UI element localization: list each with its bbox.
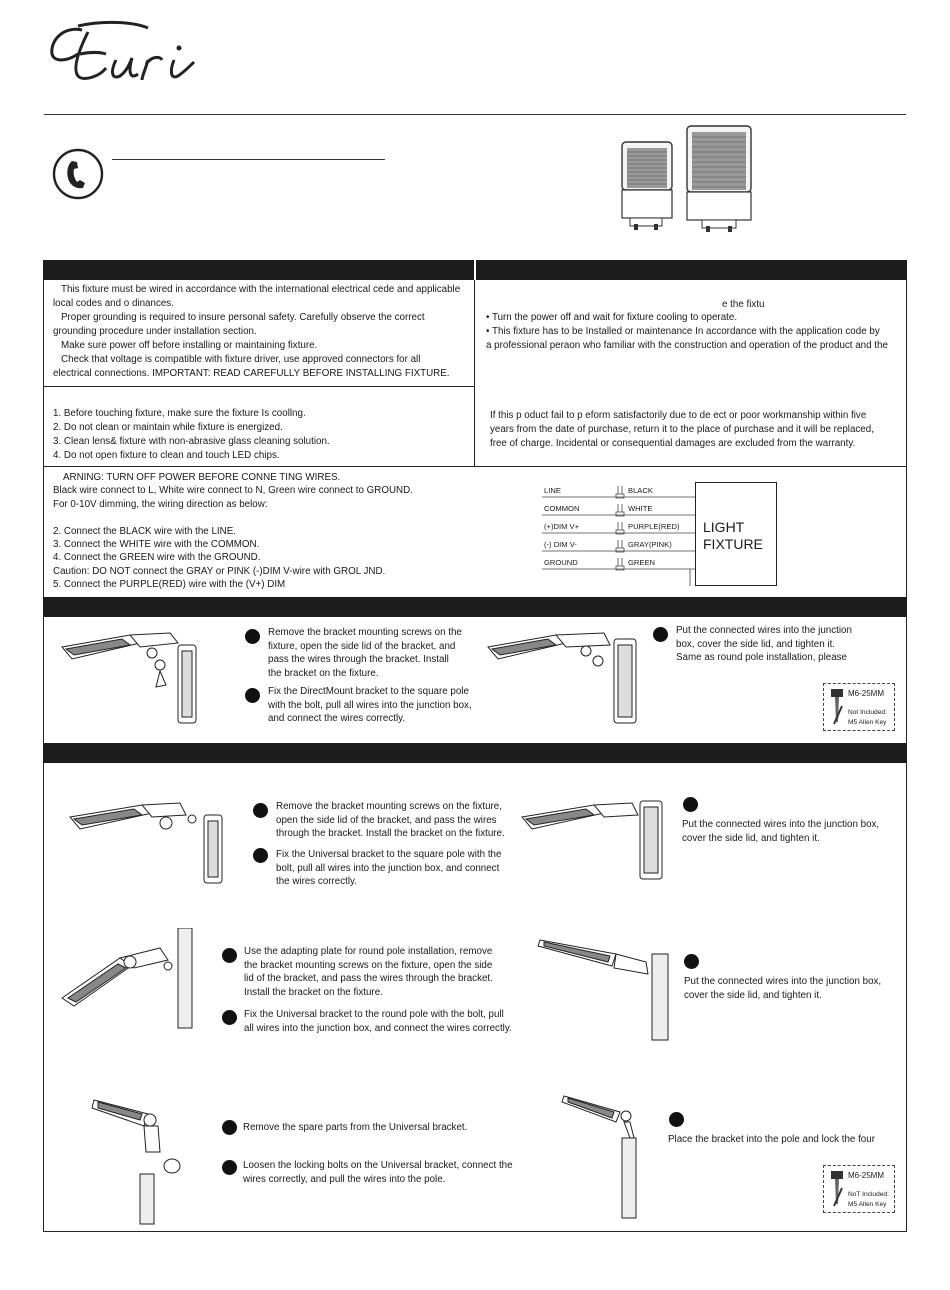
hardware-box-universal: [823, 1165, 895, 1213]
universal-round-step-3-bullet: [684, 954, 699, 969]
step-line: Fix the Universal bracket to the round pole with the bolt, pull: [244, 1009, 504, 1020]
wiring-line: 4. Connect the GREEN wire with the GROUND.: [53, 552, 261, 564]
header-divider: [44, 114, 906, 115]
direct-mount-illustration-1: [60, 625, 210, 730]
screw-icon: [828, 1170, 846, 1210]
step-line: Remove the bracket mounting screws on the: [268, 627, 462, 638]
step-line: through the bracket. Install the bracket on the fixture.: [276, 828, 505, 839]
step-line: cover the side lid, and tighten it.: [682, 832, 820, 844]
header-split: [474, 260, 476, 280]
slip-step-1-bullet: [222, 1120, 237, 1135]
universal-square-step-1: [276, 800, 505, 841]
universal-round-step-2-bullet: [222, 1010, 237, 1025]
step-line: Use the adapting plate for round pole installation, remove: [244, 946, 493, 957]
product-image-small: [618, 124, 676, 232]
wiring-line: 5. Connect the PURPLE(RED) wire with the (V+) DIM: [53, 579, 286, 591]
euri-logo: [44, 18, 224, 90]
wire-label-right: WHITE: [628, 504, 653, 513]
light-fixture-box: [695, 482, 777, 586]
step-1-bullet: [245, 629, 260, 644]
universal-round-step-1: [244, 945, 493, 999]
step-line: wires correctly, and pull the wires into the pole.: [243, 1173, 446, 1185]
direct-mount-step-2: [268, 685, 472, 726]
wire-label-right: BLACK: [628, 486, 653, 495]
phone-number-line: [112, 159, 385, 160]
step-line: box, cover the side lid, and tighten it.: [676, 638, 836, 650]
step-line: lid of the bracket, and pass the wires through the bracket.: [244, 973, 493, 984]
wiring-section: [53, 471, 413, 592]
step-line: the wires correctly.: [276, 876, 357, 887]
step-line: bolt, pull all wires into the junction box, and connect: [276, 862, 500, 874]
wire-label-right: GREEN: [628, 558, 656, 567]
step-2-bullet: [245, 688, 260, 703]
hardware-screw-size: M6-25MM: [848, 689, 885, 698]
maintenance-line: 4. Do not open fixture to clean and touch LED chips.: [53, 450, 280, 461]
maintenance-line: 3. Clean lens& fixture with non-abrasive glass cleaning solution.: [53, 436, 330, 447]
step-line: Remove the bracket mounting screws on the fixture,: [276, 801, 502, 812]
step-line: fixture, open the side lid of the bracket, and: [268, 640, 456, 652]
hardware-screw-size: M6-25MM: [848, 1171, 885, 1180]
wiring-line: For 0-10V dimming, the wiring direction as below:: [53, 498, 268, 510]
wiring-line: Caution: DO NOT connect the GRAY or PINK (-)DIM V-wire with GROL JND.: [53, 565, 386, 577]
universal-round-step-1-bullet: [222, 948, 237, 963]
slip-step-2-bullet: [222, 1160, 237, 1175]
universal-round-illustration-2: [536, 932, 686, 1042]
hardware-note: [848, 1190, 889, 1210]
step-line: Put the connected wires into the junction: [676, 625, 852, 636]
slip-step-1: [243, 1121, 467, 1135]
universal-square-step-2: [276, 848, 501, 889]
hardware-note-2: M5 Allen Key: [848, 719, 887, 726]
hardware-note-1: Not Included:: [848, 709, 887, 716]
universal-square-step-3: [682, 818, 879, 845]
direct-mount-step-1: [268, 626, 462, 680]
maintenance-line: 2. Do not clean or maintain while fixture is energized.: [53, 422, 283, 433]
safety-divider: [43, 386, 475, 387]
slip-step-3: [668, 1133, 875, 1147]
fixture-label-1: LIGHT: [703, 519, 745, 535]
step-line: with the bolt, pull all wires into the junction box,: [268, 699, 472, 711]
safety-line: local codes and o dinances.: [53, 298, 174, 309]
caution-line: a professional peraon who familiar with the construction and operation of the product and the: [486, 340, 888, 351]
step-line: Fix the Universal bracket to the square pole with the: [276, 849, 502, 860]
step-line: Place the bracket into the pole and lock the four: [668, 1134, 875, 1145]
step-line: Remove the spare parts from the Universal bracket.: [243, 1122, 468, 1133]
warranty-line: If this p oduct fail to p eform satisfactorily due to de ect or poor workmanship within five: [490, 410, 867, 421]
universal-round-step-3: [684, 975, 881, 1002]
hardware-note-1: NoT Included:: [848, 1191, 889, 1198]
wire-label-right: PURPLE(RED): [628, 522, 680, 531]
warranty-section: [490, 409, 874, 451]
step-3-bullet: [653, 627, 668, 642]
universal-step-2-bullet: [253, 848, 268, 863]
wire-label-left: (-) DIM V-: [544, 540, 577, 549]
caution-fragment: e the fixtu: [722, 299, 765, 310]
step-line: and connect the wires correctly.: [268, 713, 406, 724]
wire-connectors: [540, 480, 700, 590]
slip-fitter-illustration-1: [90, 1092, 190, 1227]
product-image-large: [684, 124, 754, 234]
safety-section: [53, 283, 460, 381]
wiring-line: [53, 511, 413, 524]
hardware-note: [848, 708, 887, 728]
step-line: Same as round pole installation, please: [676, 652, 848, 663]
safety-line: Make sure power off before installing or maintaining fixture.: [61, 340, 318, 351]
step-line: open the side lid of the bracket, and pass the wires: [276, 814, 497, 826]
safety-line: electrical connections. IMPORTANT: READ CAREFULLY BEFORE INSTALLING FIXTURE.: [53, 368, 450, 379]
maintenance-line: 1. Before touching fixture, make sure the fixture Is coollng.: [53, 408, 306, 419]
caution-line: • Turn the power off and wait for fixture cooling to operate.: [486, 312, 738, 323]
universal-round-illustration-1: [60, 928, 210, 1033]
caution-line: • This fixture has to be Installed or maintenance In accordance with the application code by: [486, 326, 880, 337]
wiring-line: 3. Connect the WHITE wire with the COMMON.: [53, 539, 260, 551]
universal-square-illustration-1: [68, 795, 228, 887]
hardware-note-2: M5 Allen Key: [848, 1201, 887, 1208]
direct-mount-step-3: [676, 624, 852, 665]
safety-line: grounding procedure under installation section.: [53, 326, 257, 337]
safety-line: Proper grounding is required to insure personal safety. Carefully observe the correct: [61, 312, 425, 323]
slip-step-2: [243, 1159, 513, 1186]
wiring-line: ARNING: TURN OFF POWER BEFORE CONNE TING WIRES.: [63, 472, 341, 483]
screw-icon: [828, 688, 846, 728]
wiring-divider: [43, 466, 907, 467]
safety-line: Check that voltage is compatible with fixture driver, use approved connectors for all: [61, 354, 421, 365]
slip-step-3-bullet: [669, 1112, 684, 1127]
universal-step-3-bullet: [683, 797, 698, 812]
step-line: Put the connected wires into the junction box,: [684, 976, 882, 987]
wire-label-right: GRAY(PINK): [628, 540, 672, 549]
wire-label-left: (+)DIM V+: [544, 522, 580, 531]
wire-label-left: LINE: [544, 486, 561, 495]
step-line: Fix the DirectMount bracket to the square pole: [268, 686, 469, 697]
wire-label-left: GROUND: [544, 558, 578, 567]
safety-line: This fixture must be wired in accordance with the international electrical cede and applicable: [61, 284, 461, 295]
maintenance-section: [53, 407, 330, 463]
warranty-line: years from the date of purchase, return it to the place of purchase and it will be replaced,: [490, 424, 874, 435]
logo-text: Euri: [44, 88, 46, 89]
step-line: Loosen the locking bolts on the Universal bracket, connect the: [243, 1160, 513, 1171]
step-line: Put the connected wires into the junction box,: [682, 819, 880, 830]
wiring-line: 2. Connect the BLACK wire with the LINE.: [53, 525, 236, 537]
hardware-box: [823, 683, 895, 731]
caution-section: [486, 311, 888, 353]
universal-step-1-bullet: [253, 803, 268, 818]
step-line: pass the wires through the bracket. Install: [268, 654, 449, 665]
column-divider: [474, 280, 475, 466]
wire-label-left: COMMON: [544, 504, 580, 513]
step-line: Install the bracket on the fixture.: [244, 986, 383, 998]
wiring-line: Black wire connect to L, White wire connect to N, Green wire connect to GROUND.: [53, 485, 413, 497]
fixture-label-2: FIXTURE: [703, 536, 763, 552]
slip-fitter-illustration-2: [560, 1090, 670, 1222]
universal-header-bar: [43, 743, 907, 763]
step-line: the bracket on the fixture.: [268, 667, 379, 679]
step-line: the bracket mounting screws on the fixture, open the side: [244, 959, 493, 971]
direct-mount-illustration-2: [486, 625, 641, 725]
universal-round-step-2: [244, 1008, 512, 1035]
universal-square-illustration-2: [520, 795, 670, 881]
phone-icon: [52, 148, 104, 200]
direct-mount-header-bar: [43, 597, 907, 617]
step-line: all wires into the junction box, and connect the wires correctly.: [244, 1022, 512, 1034]
step-line: cover the side lid, and tighten it.: [684, 989, 822, 1001]
warranty-line: free of charge. Incidental or consequential damages are excluded from the warranty.: [490, 438, 856, 449]
